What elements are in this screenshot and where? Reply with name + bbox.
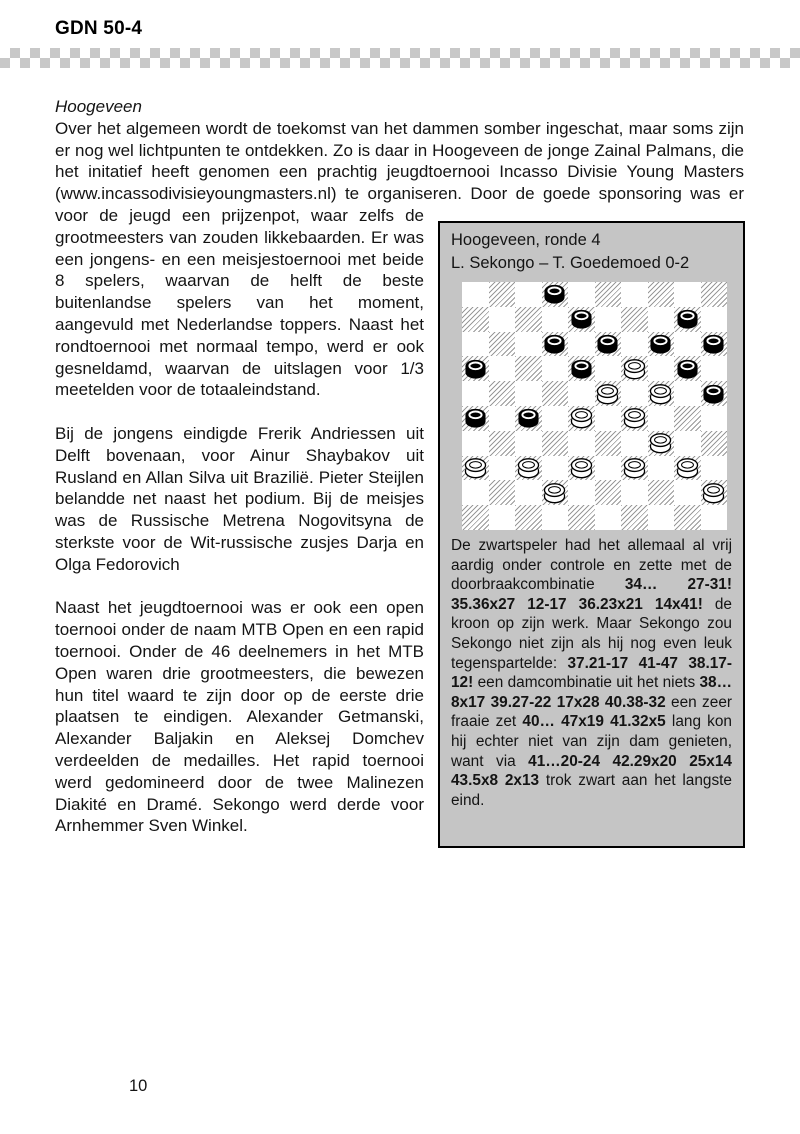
board-light-square [595,356,622,381]
board-dark-square-18 [568,356,595,381]
board-dark-square-50 [674,505,701,530]
board-light-square [489,406,516,431]
article-paragraph-3: Naast het jeugdtoernooi was er ook een open toernooi onder de naam MTB Open en een rapid toernooi. Onder de 46 deelnemers in het MTB Open waren drie grootmeesters, die bewezen hun titel waard te zijn door op de eerste drie plaatsen te eindigen. Alexander Getmanski, Alexander Baljakin en Aleksej Domchev verdeelden de medailles. Het rapid toernooi werd gedomineerd door de twee Malinezen Diakité en Dramé. Sekongo werd derde voor Arnhemmer Sven Winkel. [55,598,424,836]
checkered-band-decoration [0,48,800,68]
board-light-square [489,456,516,481]
board-dark-square-30 [674,406,701,431]
board-light-square [648,456,675,481]
white-piece-37 [517,457,540,479]
notation-segment: 37.21-17 41-47 38.17-12! [451,654,732,692]
board-light-square [674,381,701,406]
board-light-square [542,356,569,381]
board-light-square [515,282,542,307]
board-dark-square-38 [568,456,595,481]
white-piece-45 [702,482,725,504]
notation-segment: 34… 27-31! 35.36x27 12-17 36.23x21 14x41! [451,576,732,613]
black-piece-12 [543,333,566,355]
game-title-line2: L. Sekongo – T. Goedemoed 0-2 [451,254,690,272]
black-piece-2 [543,283,566,305]
board-light-square [515,480,542,505]
board-dark-square-28 [568,406,595,431]
board-dark-square-2 [542,282,569,307]
board-light-square [462,332,489,357]
board-light-square [595,307,622,332]
board-light-square [621,282,648,307]
board-light-square [701,307,728,332]
article-paragraph-2: Bij de jongens eindigde Frerik Andriessen uit Delft bovenaan, voor Ainur Shaybakov uit Rusland en Allan Silva uit Brazilië. Pieter Steijlen belandde net naast het podium. Bij de meisjes was de Russische Metrena Nogovitsyna de sterkste voor de Wit-russische zusjes Darja en Olga Fedorovich [55,423,424,574]
white-piece-42 [543,482,566,504]
board-light-square [489,307,516,332]
board-light-square [542,505,569,530]
article-content [55,96,745,860]
board-light-square [542,406,569,431]
board-dark-square-42 [542,480,569,505]
board-light-square [462,381,489,406]
board-light-square [674,282,701,307]
board-light-square [462,480,489,505]
board-dark-square-14 [648,332,675,357]
page-number: 10 [129,1077,148,1095]
analysis-segment: een damcombinatie uit het niets [473,674,700,692]
board-dark-square-48 [568,505,595,530]
board-light-square [542,456,569,481]
board-light-square [648,307,675,332]
board-light-square [515,332,542,357]
board-dark-square-27 [515,406,542,431]
board-dark-square-39 [621,456,648,481]
board-dark-square-19 [621,356,648,381]
board-light-square [462,282,489,307]
board-light-square [674,480,701,505]
white-piece-19 [623,358,646,380]
board-dark-square-9 [621,307,648,332]
analysis-segment: lang kon hij echter niet van zijn dam genieten, want via [451,713,732,770]
board-dark-square-37 [515,456,542,481]
board-light-square [489,505,516,530]
board-dark-square-32 [542,431,569,456]
board-dark-square-8 [568,307,595,332]
board-dark-square-22 [542,381,569,406]
board-dark-square-16 [462,356,489,381]
board-dark-square-43 [595,480,622,505]
board-light-square [701,456,728,481]
black-piece-10 [676,308,699,330]
board-dark-square-6 [462,307,489,332]
board-dark-square-33 [595,431,622,456]
page-header-title: GDN 50-4 [55,18,143,39]
article-heading: Hoogeveen [55,97,142,116]
board-dark-square-44 [648,480,675,505]
analysis-segment: een zeer fraaie zet [451,693,733,731]
board-light-square [462,431,489,456]
board-light-square [595,505,622,530]
analysis-segment: trok zwart aan het langste eind. [451,772,732,809]
board-light-square [621,381,648,406]
black-piece-13 [596,333,619,355]
board-dark-square-23 [595,381,622,406]
game-info-box [438,221,745,848]
black-piece-14 [649,333,672,355]
board-dark-square-41 [489,480,516,505]
board-light-square [568,431,595,456]
board-light-square [701,356,728,381]
game-analysis-text [451,536,732,810]
black-piece-27 [517,407,540,429]
black-piece-8 [570,308,593,330]
board-light-square [648,356,675,381]
white-piece-28 [570,407,593,429]
board-light-square [701,406,728,431]
board-light-square [621,480,648,505]
board-light-square [595,456,622,481]
board-dark-square-12 [542,332,569,357]
board-dark-square-15 [701,332,728,357]
white-piece-39 [623,457,646,479]
article-paragraph-1: Over het algemeen wordt de toekomst van het dammen somber ingeschat, maar soms zijn er nog wel lichtpunten te ontdekken. Zo is daar in Hoogeveen de jonge Zainal Palmans, die het initatief heeft genomen een prachtig jeugdtoernooi Incasso Divisie Young Masters (www.incassodivisieyoungmasters.nl) te organiseren. Door de goede sponsoring was er voor de jeugd een prijzenpot, waar zelfs de grootmeesters van zouden likkebaarden. Er was een jongens- en een meisjestoernooi met beide 8 spelers, waarvan de helft de beste buitenlandse spelers van het moment, aangevuld met Nederlandse toppers. Naast het rondtoernooi met normaal tempo, werd er ook gesneldamd, waarvan de uitslagen voor 1/3 meetelden voor de totaaleindstand. [55,118,744,400]
game-title-line1: Hoogeveen, ronde 4 [451,231,601,249]
black-piece-25 [702,383,725,405]
board-dark-square-17 [515,356,542,381]
board-light-square [515,431,542,456]
board-dark-square-47 [515,505,542,530]
board-dark-square-1 [489,282,516,307]
black-piece-16 [464,358,487,380]
board-dark-square-3 [595,282,622,307]
notation-segment: 38… 8x17 39.27-22 17x28 40.38-32 [451,674,732,711]
white-piece-40 [676,457,699,479]
board-dark-square-34 [648,431,675,456]
black-piece-15 [702,333,725,355]
draughts-board-diagram [462,282,727,530]
analysis-segment: de kroon op zijn werk. Maar Sekongo zou Sekongo niet zijn als hij nog even leuk tegenspartelde: [451,595,732,672]
board-light-square [648,505,675,530]
board-dark-square-20 [674,356,701,381]
black-piece-20 [676,358,699,380]
board-dark-square-45 [701,480,728,505]
white-piece-36 [464,457,487,479]
white-piece-24 [649,383,672,405]
board-dark-square-5 [701,282,728,307]
board-light-square [648,406,675,431]
board-light-square [568,282,595,307]
board-dark-square-31 [489,431,516,456]
board-dark-square-7 [515,307,542,332]
white-piece-38 [570,457,593,479]
board-dark-square-4 [648,282,675,307]
board-light-square [674,332,701,357]
board-dark-square-21 [489,381,516,406]
board-dark-square-46 [462,505,489,530]
board-dark-square-35 [701,431,728,456]
board-dark-square-11 [489,332,516,357]
board-dark-square-40 [674,456,701,481]
white-piece-29 [623,407,646,429]
black-piece-18 [570,358,593,380]
board-light-square [489,356,516,381]
board-light-square [701,505,728,530]
notation-segment: 40… 47x19 41.32x5 [522,713,666,731]
board-dark-square-25 [701,381,728,406]
board-dark-square-36 [462,456,489,481]
board-light-square [515,381,542,406]
board-light-square [621,431,648,456]
analysis-segment: De zwartspeler had het allemaal al vrij aardig onder controle en zette met de doorbraakcombinatie [451,536,732,594]
board-dark-square-29 [621,406,648,431]
board-light-square [621,332,648,357]
board-light-square [595,406,622,431]
white-piece-34 [649,432,672,454]
board-light-square [542,307,569,332]
board-light-square [568,480,595,505]
black-piece-26 [464,407,487,429]
board-dark-square-24 [648,381,675,406]
notation-segment: 41…20-24 42.29x20 25x14 43.5x8 2x13 [451,752,732,790]
board-dark-square-26 [462,406,489,431]
board-dark-square-13 [595,332,622,357]
board-dark-square-49 [621,505,648,530]
layout-spacer [744,96,745,221]
board-dark-square-10 [674,307,701,332]
board-light-square [568,332,595,357]
white-piece-23 [596,383,619,405]
board-light-square [568,381,595,406]
board-light-square [674,431,701,456]
